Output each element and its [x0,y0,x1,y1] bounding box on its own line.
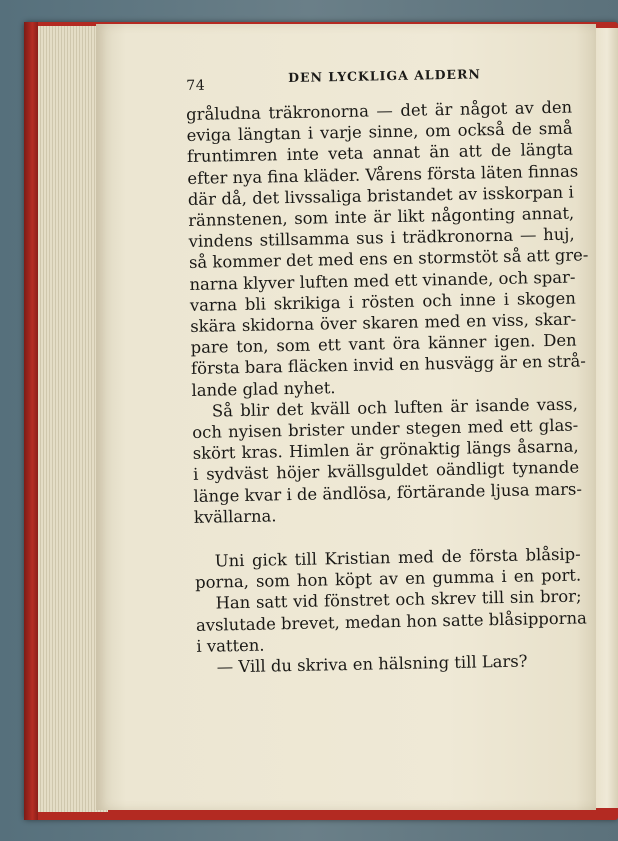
text-line: skört kras. Himlen är grönaktig längs åsarna, [192,436,579,464]
paragraph [192,393,583,528]
text-line: så kommer det med ens en stormstöt så att gre- [188,245,589,273]
text-line: där då, det livssaliga bristandet av isskorpan i [187,182,574,209]
page-number: 74 [186,77,206,94]
text-line: gråludna träkronorna — det är något av den [186,97,573,124]
text-line: fruntimren inte veta annat än att de längta [186,139,574,167]
text-line: Han satt vid fönstret och skrev till sin bror; [215,586,582,613]
paragraph [195,586,588,657]
text-line: eviga längtan i varje sinne, om också de små [186,118,573,146]
text-line: efter nya fina kläder. Vårens första läten finnas [187,161,579,188]
body-text [186,97,589,679]
text-line: i vatten. [196,635,265,656]
text-line: första bara fläcken invid en husvägg är en strå- [190,351,586,379]
paragraph [195,544,582,594]
text-line: länge kvar i de ändlösa, förtärande ljusa mars- [193,479,583,506]
text-line: porna, som hon köpt av en gumma i en port. [195,565,582,593]
text-line: skära skidorna över skaren med en viss, skar- [190,309,577,336]
text-line: i sydväst höjer kvällsguldet oändligt tynande [192,457,580,485]
text-line: avslutade brevet, medan hon satte blåsipporna [195,608,588,635]
text-line: kvällarna. [193,506,277,527]
text-line: pare ton, som ett vant öra känner igen. Den [190,330,577,358]
text-line: — Vill du skriva en hälsning till Lars? [216,651,528,677]
text-line: lande glad nyhet. [191,377,336,400]
text-line: Så blir det kväll och luften är isande vass, [211,394,579,421]
text-line: varna bli skrikiga i rösten och inne i skogen [189,288,576,315]
text-line: narna klyver luften med ett vinande, och spar- [189,267,576,294]
book-spine [24,22,38,820]
running-head: DEN LYCKLIGA ALDERN [288,66,481,86]
text-line: Uni gick till Kristian med de första blåsip- [214,544,581,571]
paragraph [186,97,589,401]
text-line: rännstenen, som inte är likt någonting annat, [188,203,575,230]
page-edge [596,28,618,808]
text-line: vindens stillsamma sus i trädkronorna — huj, [188,224,575,252]
text-line: och nyisen brister under stegen med ett glas- [192,415,579,442]
